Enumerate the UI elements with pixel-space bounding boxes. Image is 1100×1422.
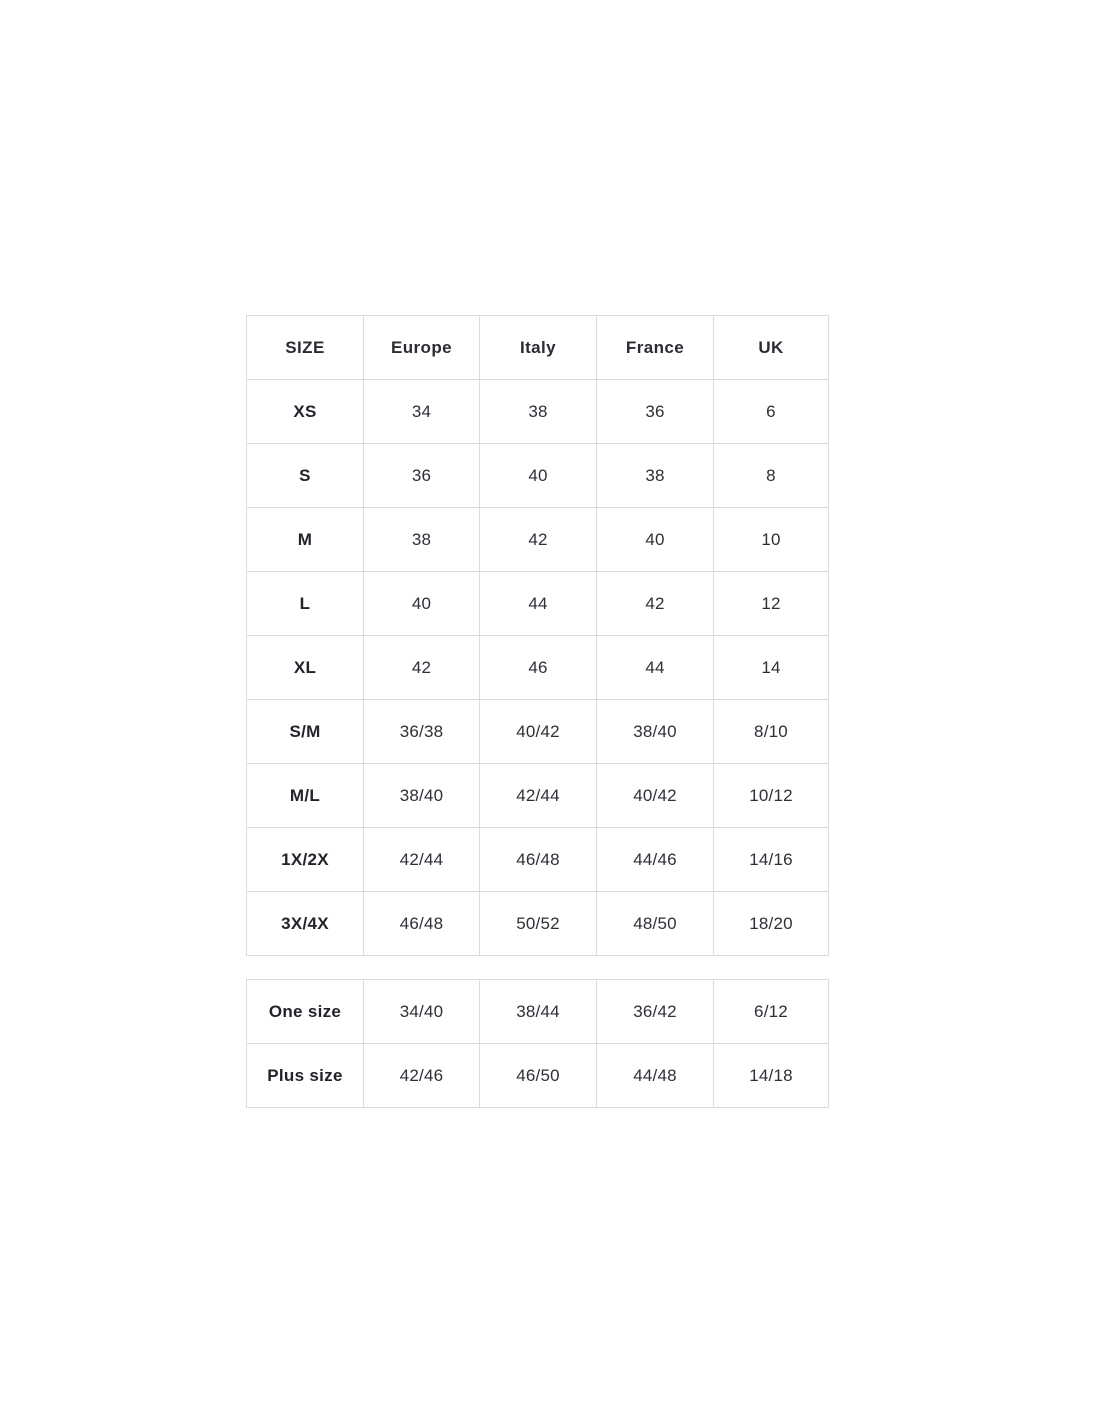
- row-label-plus-size: Plus size: [247, 1044, 364, 1108]
- cell-xl-uk: 14: [714, 636, 829, 700]
- cell-xl-france: 44: [597, 636, 714, 700]
- row-label-xl: XL: [247, 636, 364, 700]
- cell-s-m-europe: 36/38: [364, 700, 480, 764]
- table-row: [247, 380, 829, 444]
- cell-xs-italy: 38: [480, 380, 597, 444]
- cell-plus-size-italy: 46/50: [480, 1044, 597, 1108]
- cell-xs-uk: 6: [714, 380, 829, 444]
- cell-plus-size-europe: 42/46: [364, 1044, 480, 1108]
- column-header-europe: Europe: [364, 316, 480, 380]
- cell-plus-size-uk: 14/18: [714, 1044, 829, 1108]
- table-header-row: [247, 316, 829, 380]
- cell-m-uk: 10: [714, 508, 829, 572]
- cell-3x-4x-uk: 18/20: [714, 892, 829, 956]
- cell-m-l-europe: 38/40: [364, 764, 480, 828]
- cell-s-m-italy: 40/42: [480, 700, 597, 764]
- cell-3x-4x-france: 48/50: [597, 892, 714, 956]
- table-row: [247, 444, 829, 508]
- cell-l-france: 42: [597, 572, 714, 636]
- cell-1x-2x-italy: 46/48: [480, 828, 597, 892]
- column-header-italy: Italy: [480, 316, 597, 380]
- table-row: [247, 892, 829, 956]
- cell-xs-france: 36: [597, 380, 714, 444]
- extra-table-body: [247, 980, 829, 1108]
- one-size-table-container: [246, 979, 828, 1108]
- table-header: [247, 316, 829, 380]
- table-row: [247, 508, 829, 572]
- row-label-1x-2x: 1X/2X: [247, 828, 364, 892]
- cell-one-size-europe: 34/40: [364, 980, 480, 1044]
- row-label-s: S: [247, 444, 364, 508]
- cell-s-m-uk: 8/10: [714, 700, 829, 764]
- cell-s-france: 38: [597, 444, 714, 508]
- cell-l-uk: 12: [714, 572, 829, 636]
- cell-one-size-italy: 38/44: [480, 980, 597, 1044]
- cell-xs-europe: 34: [364, 380, 480, 444]
- cell-one-size-france: 36/42: [597, 980, 714, 1044]
- row-label-one-size: One size: [247, 980, 364, 1044]
- table-row: [247, 980, 829, 1044]
- cell-1x-2x-europe: 42/44: [364, 828, 480, 892]
- row-label-m: M: [247, 508, 364, 572]
- row-label-l: L: [247, 572, 364, 636]
- table-row: [247, 1044, 829, 1108]
- row-label-xs: XS: [247, 380, 364, 444]
- cell-m-l-france: 40/42: [597, 764, 714, 828]
- cell-m-europe: 38: [364, 508, 480, 572]
- cell-plus-size-france: 44/48: [597, 1044, 714, 1108]
- table-row: [247, 828, 829, 892]
- row-label-s-m: S/M: [247, 700, 364, 764]
- table-body: [247, 380, 829, 956]
- one-size-table: [246, 979, 829, 1108]
- size-conversion-table: [246, 315, 829, 956]
- cell-one-size-uk: 6/12: [714, 980, 829, 1044]
- cell-m-france: 40: [597, 508, 714, 572]
- cell-3x-4x-europe: 46/48: [364, 892, 480, 956]
- cell-xl-europe: 42: [364, 636, 480, 700]
- column-header-size: SIZE: [247, 316, 364, 380]
- cell-m-italy: 42: [480, 508, 597, 572]
- cell-m-l-italy: 42/44: [480, 764, 597, 828]
- table-row: [247, 636, 829, 700]
- table-row: [247, 700, 829, 764]
- table-row: [247, 572, 829, 636]
- cell-1x-2x-uk: 14/16: [714, 828, 829, 892]
- cell-s-uk: 8: [714, 444, 829, 508]
- row-label-m-l: M/L: [247, 764, 364, 828]
- cell-3x-4x-italy: 50/52: [480, 892, 597, 956]
- table-row: [247, 764, 829, 828]
- cell-s-m-france: 38/40: [597, 700, 714, 764]
- row-label-3x-4x: 3X/4X: [247, 892, 364, 956]
- cell-l-europe: 40: [364, 572, 480, 636]
- cell-s-europe: 36: [364, 444, 480, 508]
- cell-m-l-uk: 10/12: [714, 764, 829, 828]
- cell-s-italy: 40: [480, 444, 597, 508]
- column-header-uk: UK: [714, 316, 829, 380]
- column-header-france: France: [597, 316, 714, 380]
- cell-1x-2x-france: 44/46: [597, 828, 714, 892]
- cell-l-italy: 44: [480, 572, 597, 636]
- size-conversion-table-container: [246, 315, 828, 956]
- cell-xl-italy: 46: [480, 636, 597, 700]
